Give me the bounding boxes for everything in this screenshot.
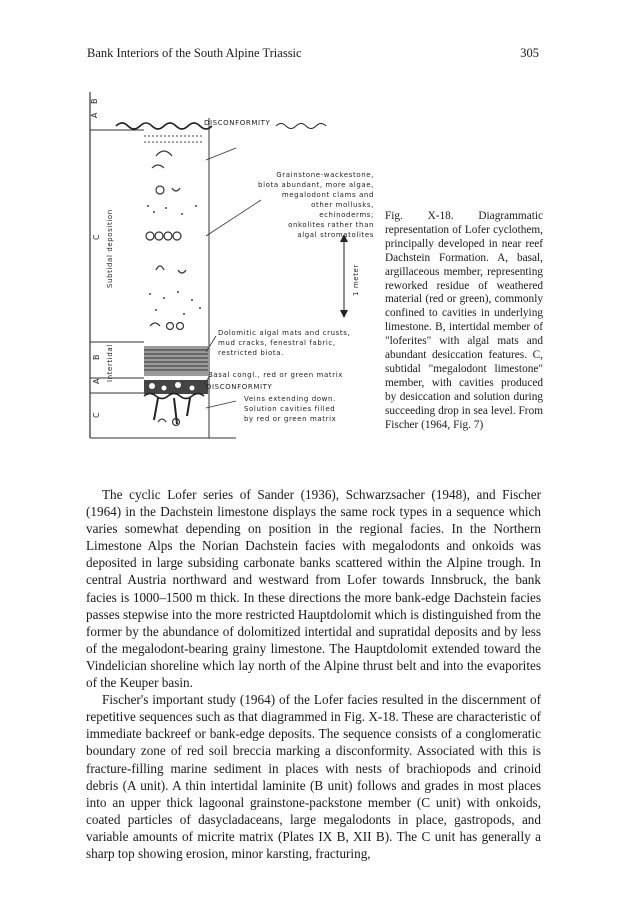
- unit-b-line-1: Dolomitic algal mats and crusts,: [218, 329, 351, 337]
- unit-letter-b-lower: B: [92, 354, 101, 360]
- unit-c-line-3: megalodont clams and: [281, 191, 374, 199]
- unit-c-line-4: other mollusks,: [311, 201, 374, 209]
- unit-letter-c-lower: C: [92, 412, 101, 418]
- unit-b-line-2: mud cracks, fenestral fabric,: [218, 339, 336, 347]
- unit-letter-c-upper: C: [92, 234, 101, 240]
- disconformity-top-label: DISCONFORMITY: [204, 119, 271, 127]
- subtidal-label: Subtidal deposition: [106, 209, 114, 288]
- running-title: Bank Interiors of the South Alpine Triassic: [87, 46, 302, 60]
- unit-c-line-6: onkolites rather than: [288, 221, 374, 229]
- veins-line-2: Solution cavities filled: [244, 405, 336, 413]
- unit-c-line-2: biota abundant, more algae,: [258, 181, 374, 189]
- unit-c-line-7: algal stromatolites: [297, 231, 374, 239]
- page-number: 305: [520, 46, 539, 60]
- disconformity-lower-label: DISCONFORMITY: [206, 383, 273, 391]
- scale-label: 1 meter: [352, 264, 360, 296]
- paragraph-1: The cyclic Lofer series of Sander (1936), Schwarzsacher (1948), and Fischer (1964) in the Dachstein limestone displays the same rock types in a sequence which varies somewhat depending on position in the regional facies. In the Northern Limestone Alps the Norian Dachstein facies with megalodonts and onkoids was deposited in large subsiding carbonate banks scattered within the Alpine trough. In central Austria northward and westward from Lofer towards Innsbruck, the bank facies is 1000–1500 m thick. In these directions the more bank-edge Dachstein facies passes stepwise into the more restricted Hauptdolomit which is distinguished from the former by the abundance of dolomitized intertidal and supratidal deposits and by less of the megalodont-bearing grainy limestone. The Hauptdolomit extended toward the Vindelician shoreline which lay north of the Alpine thrust belt and into the evaporites of the Keuper basin.: [86, 487, 541, 691]
- unit-letter-a-lower: A: [92, 378, 101, 384]
- unit-letter-a-top: A: [90, 112, 99, 118]
- unit-c-line-1: Grainstone-wackestone,: [276, 171, 374, 179]
- figure-lofer-cyclothem: [86, 88, 376, 470]
- unit-b-line-3: restricted biota.: [218, 349, 284, 357]
- figure-caption: Fig. X-18. Diagrammatic representation of Lofer cyclothem, principally developed in near reef Dachstein Formation. A, basal, argillaceous member, representing reworked residue of weathered material (red or green), commonly confined to cavities in underlying limestone. B, intertidal member of "loferites" with algal mats and abundant desiccation features. C, subtidal "megalodont limestone" member, with cavities produced by desiccation and solution during succeeding drop in sea level. From Fischer (1964, Fig. 7): [385, 210, 543, 431]
- unit-b-description: [218, 328, 350, 358]
- running-header: [87, 46, 539, 64]
- veins-line-3: by red or green matrix: [244, 415, 337, 423]
- veins-line-1: Veins extending down.: [244, 395, 336, 403]
- veins-description: [244, 394, 336, 424]
- unit-a-description: Basal congl., red or green matrix: [208, 371, 343, 379]
- unit-c-line-5: echinoderms;: [319, 211, 374, 219]
- intertidal-label: Intertidal: [106, 344, 114, 382]
- unit-letter-b-top: B: [90, 98, 99, 104]
- unit-c-description: [226, 170, 374, 240]
- paragraph-2: Fischer's important study (1964) of the Lofer facies resulted in the discernment of repetitive sequences such as that diagrammed in Fig. X-18. These are characteristic of immediate backreef or bank-edge deposits. The sequence consists of a conglomeratic boundary zone of red soil breccia marking a disconformity. Associated with this is fracture-filling marine sediment in places with nests of brachiopods and crinoid debris (A unit). A thin intertidal laminite (B unit) follows and grades in most places into an upper thick lagoonal grainstone-packstone member (C unit) with onkoids, coated particles of dasycladaceans, large megalodonts in place, gastropods, and variable amounts of micrite matrix (Plates IX B, XII B). The C unit has generally a sharp top showing erosion, minor karsting, fracturing,: [86, 692, 541, 861]
- body-text: [86, 486, 541, 862]
